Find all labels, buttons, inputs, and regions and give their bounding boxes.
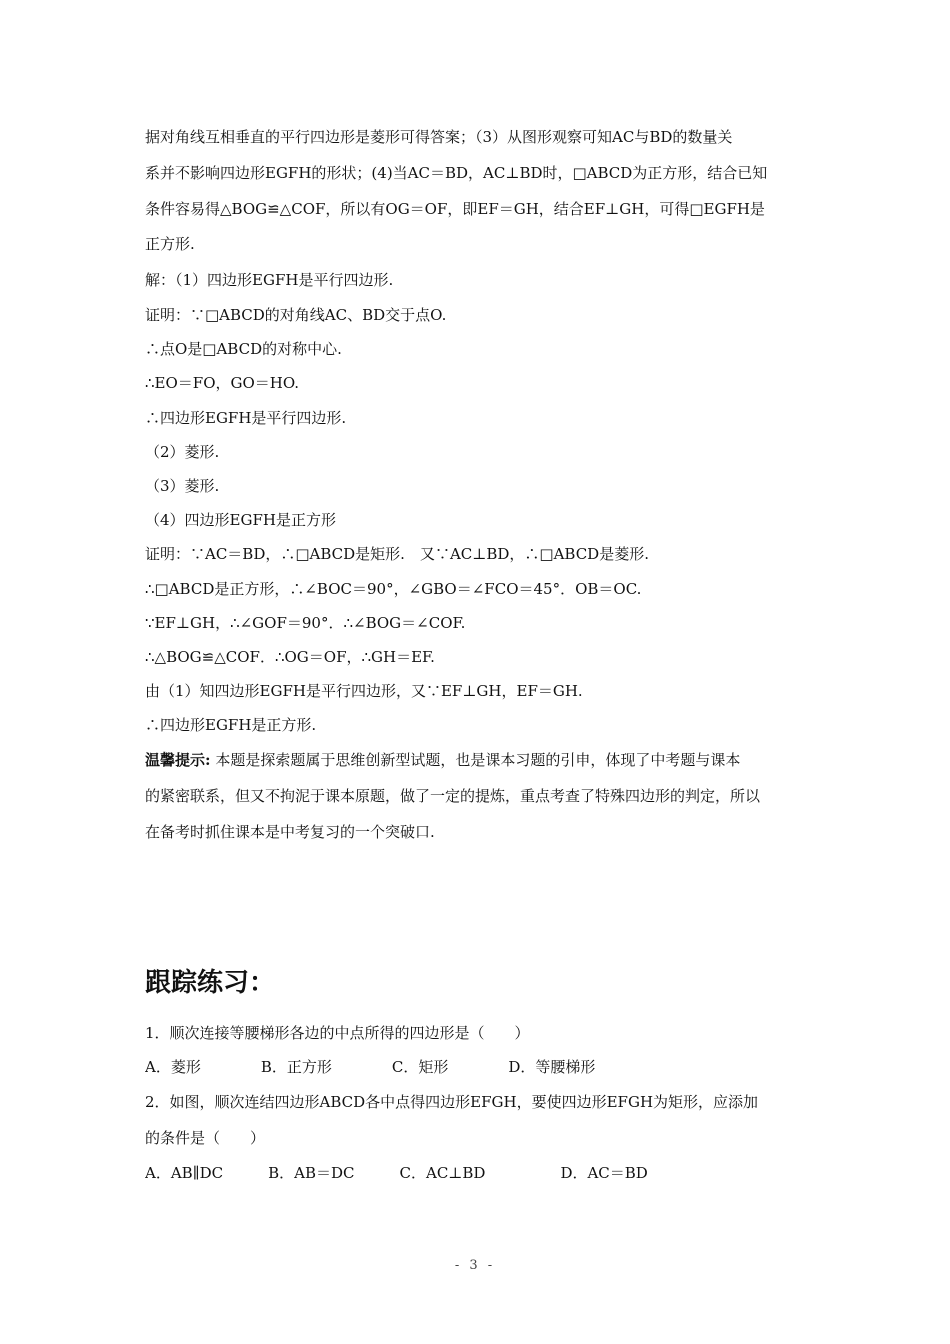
practice-line-4: 的条件是（ ） bbox=[145, 1129, 266, 1147]
solution-line-9: 证明：∵AC＝BD，∴□ABCD是矩形. 又∵AC⊥BD，∴□ABCD是菱形. bbox=[145, 545, 649, 563]
solution-line-5: ∴四边形EGFH是平行四边形. bbox=[145, 409, 347, 427]
analysis-line-1: 据对角线互相垂直的平行四边形是菱形可得答案；（3）从图形观察可知AC与BD的数量关 bbox=[145, 128, 733, 146]
tip-text: 本题是探索题属于思维创新型试题，也是课本习题的引申，体现了中考题与课本 bbox=[210, 751, 741, 769]
solution-line-11: ∵EF⊥GH，∴∠GOF＝90°．∴∠BOG＝∠COF. bbox=[145, 614, 466, 632]
solution-line-3: ∴点O是□ABCD的对称中心. bbox=[145, 340, 342, 358]
tip-line-1 bbox=[145, 750, 810, 770]
solution-line-7: （3）菱形. bbox=[145, 477, 220, 495]
analysis-line-2: 系并不影响四边形EGFH的形状；(4)当AC＝BD，AC⊥BD时，□ABCD为正方形，结合已知 bbox=[145, 164, 768, 182]
practice-line-1: 1．顺次连接等腰梯形各边的中点所得的四边形是（ ） bbox=[145, 1024, 530, 1042]
analysis-line-3: 条件容易得△BOG≌△COF，所以有OG＝OF，即EF＝GH，结合EF⊥GH，可得□EGFH是 bbox=[145, 200, 765, 218]
tip-line-2: 的紧密联系，但又不拘泥于课本原题，做了一定的提炼，重点考查了特殊四边形的判定，所以 bbox=[145, 787, 761, 805]
tip-label: 温馨提示: bbox=[145, 751, 211, 769]
tip-line-3: 在备考时抓住课本是中考复习的一个突破口. bbox=[145, 823, 435, 841]
solution-line-1: 解：（1）四边形EGFH是平行四边形. bbox=[145, 271, 394, 289]
page-number: - 3 - bbox=[454, 1258, 496, 1273]
solution-line-6: （2）菱形. bbox=[145, 443, 220, 461]
solution-line-10: ∴□ABCD是正方形，∴∠BOC＝90°，∠GBO＝∠FCO＝45°．OB＝OC. bbox=[145, 580, 642, 598]
solution-line-8: （4）四边形EGFH是正方形 bbox=[145, 511, 336, 529]
practice-line-3: 2．如图，顺次连结四边形ABCD各中点得四边形EFGH，要使四边形EFGH为矩形，应添加 bbox=[145, 1093, 759, 1111]
practice-line-2: A．菱形 B．正方形 C．矩形 D．等腰梯形 bbox=[145, 1058, 596, 1076]
solution-line-4: ∴EO＝FO，GO＝HO. bbox=[145, 374, 300, 392]
analysis-line-4: 正方形. bbox=[145, 235, 195, 253]
solution-line-13: 由（1）知四边形EGFH是平行四边形，又∵EF⊥GH，EF＝GH. bbox=[145, 682, 583, 700]
practice-heading: 跟踪练习： bbox=[145, 968, 276, 998]
solution-line-2: 证明：∵□ABCD的对角线AC、BD交于点O. bbox=[145, 306, 447, 324]
solution-line-14: ∴四边形EGFH是正方形. bbox=[145, 716, 317, 734]
solution-line-12: ∴△BOG≌△COF．∴OG＝OF，∴GH＝EF. bbox=[145, 648, 435, 666]
practice-line-5: A．AB∥DC B．AB＝DC C．AC⊥BD D．AC＝BD bbox=[145, 1164, 648, 1182]
